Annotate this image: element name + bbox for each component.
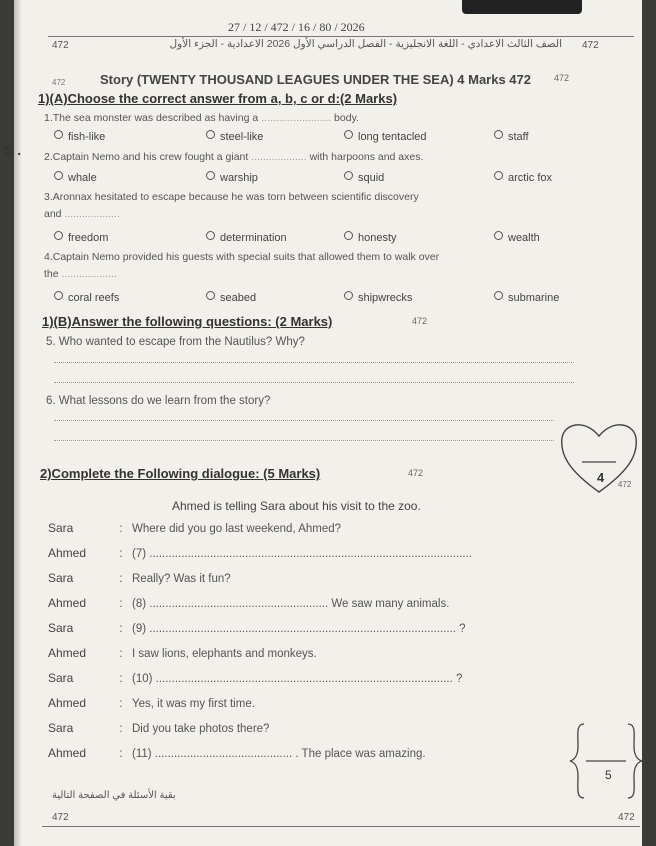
option[interactable]: fish-like	[54, 130, 105, 143]
option[interactable]: steel-like	[206, 130, 263, 143]
radio-circle-icon	[344, 291, 353, 300]
option[interactable]: wealth	[494, 231, 540, 244]
question-4-line2: the ...................	[44, 268, 117, 280]
brace-score-icon	[570, 720, 642, 802]
answer-line[interactable]	[54, 382, 574, 384]
exam-paper	[4, 0, 642, 846]
radio-circle-icon	[494, 291, 503, 300]
option[interactable]: honesty	[344, 231, 397, 244]
speaker-name: Sara	[48, 671, 74, 685]
option[interactable]: warship	[206, 171, 258, 184]
section-2-heading: 2)Complete the Following dialogue: (5 Marks)	[40, 466, 321, 481]
question-1: 1.The sea monster was described as having a ........................ body.	[44, 112, 359, 124]
brace-score-value: 5	[605, 768, 612, 782]
radio-circle-icon	[54, 130, 63, 139]
option[interactable]: coral reefs	[54, 291, 119, 304]
footer-right-code: 472	[618, 812, 635, 823]
section-2-code: 472	[408, 468, 424, 478]
option[interactable]: shipwrecks	[344, 291, 412, 304]
speaker-name: Ahmed	[48, 746, 87, 760]
colon: :	[119, 648, 123, 660]
option[interactable]: staff	[494, 130, 529, 143]
question-2: 2.Captain Nemo and his crew fought a giant ................... with harpoons and axes.	[44, 151, 424, 163]
radio-circle-icon	[206, 171, 215, 180]
radio-circle-icon	[206, 231, 215, 240]
radio-circle-icon	[494, 171, 503, 180]
speaker-name: Sara	[48, 521, 74, 535]
black-tab-decoration	[462, 0, 582, 14]
dialogue-line[interactable]	[48, 619, 466, 637]
dialogue-blank[interactable]: (11) ........................................... . The place was amazing.	[132, 748, 426, 760]
option[interactable]: submarine	[494, 291, 559, 304]
footer-arabic: بقية الأسئلة في الصفحة التالية	[52, 790, 176, 801]
option[interactable]: whale	[54, 171, 97, 184]
question-6: 6. What lessons do we learn from the story?	[46, 395, 271, 407]
dialogue-line[interactable]	[48, 544, 472, 562]
radio-circle-icon	[206, 291, 215, 300]
colon: :	[119, 748, 123, 760]
story-title: Story (TWENTY THOUSAND LEAGUES UNDER THE SEA) 4 Marks 472	[100, 72, 531, 87]
question-5: 5. Who wanted to escape from the Nautilus? Why?	[46, 336, 305, 348]
dialogue-blank[interactable]: (10) ............................................................................................. ?	[132, 673, 463, 685]
dialogue-text: Where did you go last weekend, Ahmed?	[132, 523, 342, 535]
question-3-line2: and ...................	[44, 208, 120, 220]
radio-circle-icon	[54, 291, 63, 300]
section-1b-heading: 1)(B)Answer the following questions: (2 Marks)	[42, 314, 333, 329]
dialogue-text: Really? Was it fun?	[132, 573, 231, 585]
dialogue-blank[interactable]: (9) ................................................................................................ ?	[132, 623, 466, 635]
section-1b-code: 472	[412, 316, 428, 326]
left-margin-code: 472	[52, 78, 66, 87]
speaker-name: Ahmed	[48, 546, 87, 560]
radio-circle-icon	[494, 231, 503, 240]
question-3: 3.Aronnax hesitated to escape because he was torn between scientific discovery	[44, 191, 419, 203]
radio-circle-icon	[54, 231, 63, 240]
heart-code: 472	[618, 480, 632, 489]
colon: :	[119, 548, 123, 560]
answer-line[interactable]	[54, 420, 554, 422]
header-left-code: 472	[52, 40, 69, 51]
dialogue-line[interactable]	[48, 594, 449, 612]
dialogue-line	[48, 694, 255, 712]
question-4: 4.Captain Nemo provided his guests with special suits that allowed them to walk over	[44, 251, 440, 263]
option[interactable]: long tentacled	[344, 130, 427, 143]
header-divider	[48, 36, 634, 37]
margin-mark: S .	[4, 142, 22, 158]
radio-circle-icon	[344, 171, 353, 180]
radio-circle-icon	[206, 130, 215, 139]
answer-line[interactable]	[54, 440, 554, 442]
dialogue-line	[48, 719, 269, 737]
dialogue-text: Did you take photos there?	[132, 723, 270, 735]
question-4-options	[54, 291, 614, 307]
dialogue-line	[48, 519, 341, 537]
colon: :	[119, 698, 123, 710]
option[interactable]: squid	[344, 171, 384, 184]
story-code: 472	[554, 73, 570, 83]
colon: :	[119, 623, 123, 635]
radio-circle-icon	[344, 231, 353, 240]
speaker-name: Sara	[48, 621, 74, 635]
question-2-options	[54, 171, 614, 187]
dialogue-line[interactable]	[48, 744, 426, 762]
page-shadow	[14, 0, 22, 846]
heart-score-value: 4	[597, 470, 605, 485]
speaker-name: Sara	[48, 721, 74, 735]
dialogue-line	[48, 644, 317, 662]
dialogue-line	[48, 569, 231, 587]
option[interactable]: arctic fox	[494, 171, 552, 184]
dialogue-line[interactable]	[48, 669, 462, 687]
option[interactable]: seabed	[206, 291, 256, 304]
colon: :	[119, 573, 123, 585]
dialogue-blank[interactable]: (8) ........................................................ We saw many animals.	[132, 598, 450, 610]
answer-line[interactable]	[54, 362, 574, 364]
speaker-name: Sara	[48, 571, 74, 585]
footer-divider	[42, 826, 640, 827]
section-1a-heading: 1)(A)Choose the correct answer from a, b, c or d:(2 Marks)	[38, 91, 398, 106]
speaker-name: Ahmed	[48, 696, 87, 710]
radio-circle-icon	[54, 171, 63, 180]
question-3-options	[54, 231, 614, 247]
radio-circle-icon	[494, 130, 503, 139]
colon: :	[119, 673, 123, 685]
dialogue-text: I saw lions, elephants and monkeys.	[132, 648, 317, 660]
speaker-name: Ahmed	[48, 646, 87, 660]
dialogue-intro: Ahmed is telling Sara about his visit to the zoo.	[172, 499, 421, 513]
footer-left-code: 472	[52, 812, 69, 823]
radio-circle-icon	[344, 130, 353, 139]
question-1-options	[54, 130, 614, 146]
colon: :	[119, 723, 123, 735]
colon: :	[119, 598, 123, 610]
header-code: 27 / 12 / 472 / 16 / 80 / 2026	[228, 20, 365, 34]
speaker-name: Ahmed	[48, 596, 87, 610]
option[interactable]: freedom	[54, 231, 108, 244]
option[interactable]: determination	[206, 231, 287, 244]
header-right-code: 472	[582, 40, 599, 51]
header-arabic-line: الصف الثالث الاعدادي - اللغة الانجليزية - الفصل الدراسي الأول 2026 الاعدادية - الجزء الأول	[169, 38, 562, 50]
dialogue-text: Yes, it was my first time.	[132, 698, 255, 710]
colon: :	[119, 523, 123, 535]
dialogue-blank[interactable]: (7) .....................................................................................................	[132, 548, 472, 560]
